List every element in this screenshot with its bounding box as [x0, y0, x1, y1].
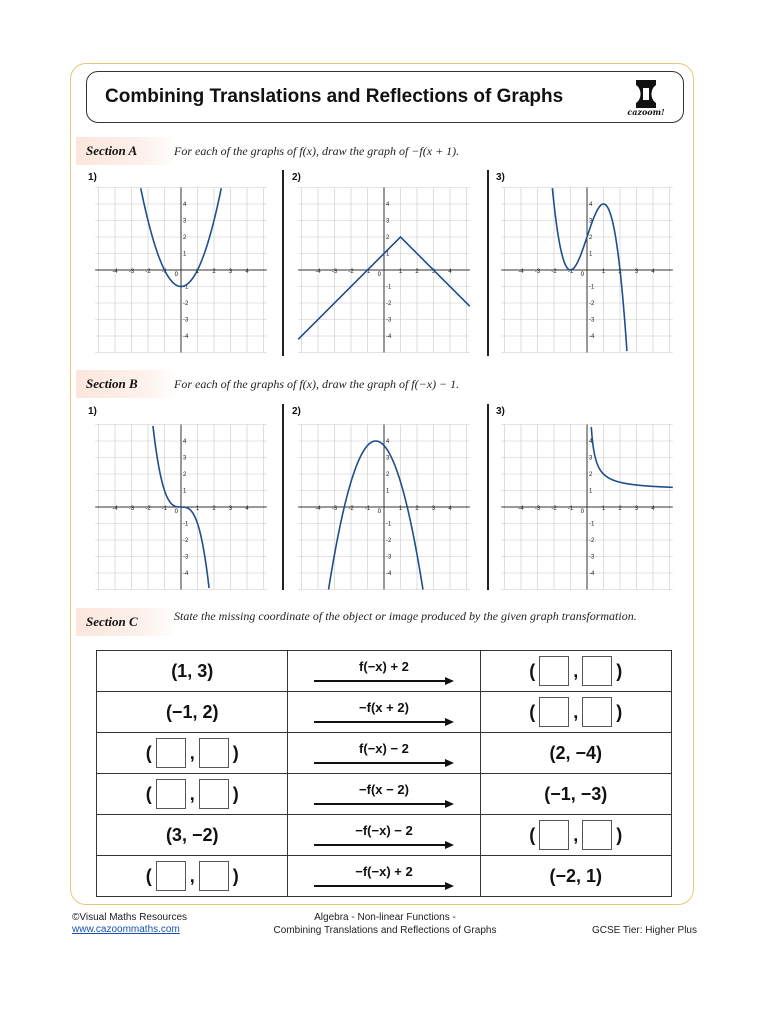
x-tick-label: -1	[161, 506, 168, 512]
y-tick-label: 4	[183, 202, 187, 208]
x-tick-label: 2	[415, 269, 419, 275]
y-tick-label: -1	[386, 521, 392, 528]
y-tick-label: 4	[589, 439, 593, 445]
x-tick-label: -4	[112, 269, 118, 275]
x-tick-label: -4	[518, 269, 524, 275]
graph-b1	[93, 422, 269, 592]
answer-blank-object-2	[146, 738, 239, 768]
question-b1-number: 1)	[88, 406, 97, 417]
x-tick-label: -3	[331, 506, 338, 512]
footer-copyright: ©Visual Maths Resources	[72, 912, 188, 923]
table-row	[97, 856, 672, 897]
question-a2-number: 2)	[292, 172, 301, 183]
answer-blank-image-0	[529, 656, 622, 686]
x-tick-label: 2	[415, 506, 419, 512]
question-a3-number: 3)	[496, 172, 505, 183]
footer-topic-line1: Algebra - Non-linear Functions -	[314, 912, 456, 923]
x-tick-label: 4	[448, 269, 452, 275]
x-tick-label: 1	[601, 269, 606, 275]
transformation-label: f(−x) − 2	[359, 740, 409, 756]
image-point: (2, −4)	[549, 742, 603, 763]
x-tick-label: 3	[228, 506, 233, 512]
x-tick-label: 1	[195, 269, 200, 275]
close-paren: )	[616, 701, 623, 722]
x-tick-label: 2	[212, 269, 216, 275]
object-point: (3, −2)	[165, 824, 219, 845]
y-tick-label: -2	[386, 301, 392, 307]
comma: ,	[189, 865, 195, 886]
divider	[282, 170, 284, 356]
origin-label: 0	[377, 272, 381, 278]
y-tick-label: -2	[589, 301, 595, 307]
answer-box-y[interactable]	[582, 656, 612, 686]
table-row	[97, 774, 672, 815]
transformation-label: −f(x + 2)	[359, 699, 409, 715]
section-b-label: Section B	[76, 370, 176, 398]
y-tick-label: 1	[386, 488, 390, 495]
open-paren: (	[529, 701, 536, 722]
right-arrow-icon	[314, 841, 454, 849]
right-arrow-icon	[314, 759, 454, 767]
footer-tier: GCSE Tier: Higher Plus	[591, 925, 697, 936]
x-tick-label: -2	[145, 269, 151, 275]
right-arrow-icon	[314, 882, 454, 890]
divider	[487, 170, 489, 356]
answer-blank-object-3	[146, 779, 239, 809]
open-paren: (	[145, 783, 152, 804]
y-tick-label: 1	[183, 488, 187, 495]
transformation-label: f(−x) + 2	[359, 658, 409, 674]
function-curve	[329, 441, 423, 589]
section-a-label: Section A	[76, 137, 176, 165]
x-tick-label: -2	[145, 506, 151, 512]
y-tick-label: -4	[183, 334, 189, 340]
y-tick-label: 2	[183, 235, 187, 241]
y-tick-label: 3	[589, 455, 593, 462]
object-point: (−1, 2)	[165, 701, 219, 722]
divider	[487, 404, 489, 590]
origin-label: 0	[174, 272, 178, 278]
close-paren: )	[232, 742, 239, 763]
comma: ,	[189, 783, 195, 804]
y-tick-label: 3	[386, 218, 390, 225]
x-tick-label: 4	[651, 506, 655, 512]
answer-box-x[interactable]	[156, 861, 186, 891]
transform-cell	[288, 733, 480, 774]
x-tick-label: 1	[398, 269, 403, 275]
y-tick-label: 1	[386, 251, 390, 258]
y-tick-label: 2	[183, 472, 187, 478]
page-title: Combining Translations and Reflections of Graphs	[105, 86, 564, 107]
cazoom-logo	[621, 78, 671, 118]
comma: ,	[189, 742, 195, 763]
table-row	[97, 733, 672, 774]
y-tick-label: -2	[386, 538, 392, 544]
y-tick-label: 2	[386, 235, 390, 241]
section-b-instruction: For each of the graphs of f(x), draw the graph of f(−x) − 1.	[174, 377, 460, 391]
image-cell	[480, 651, 671, 692]
x-tick-label: 4	[651, 269, 655, 275]
image-cell	[480, 774, 671, 815]
answer-box-x[interactable]	[539, 697, 569, 727]
image-cell	[480, 815, 671, 856]
y-tick-label: -1	[183, 521, 189, 528]
y-tick-label: -1	[183, 284, 189, 291]
transform-cell	[288, 651, 480, 692]
object-cell	[97, 733, 288, 774]
x-tick-label: 1	[398, 506, 403, 512]
comma: ,	[573, 701, 579, 722]
x-tick-label: 3	[431, 506, 436, 512]
x-tick-label: -1	[364, 269, 371, 275]
transform-cell	[288, 774, 480, 815]
y-tick-label: -4	[386, 571, 392, 577]
answer-box-x[interactable]	[156, 779, 186, 809]
logo-text: cazoom!	[627, 107, 665, 117]
transformation-label: −f(−x) + 2	[355, 863, 413, 879]
table-row	[97, 815, 672, 856]
y-tick-label: 4	[386, 202, 390, 208]
y-tick-label: -4	[589, 571, 595, 577]
open-paren: (	[145, 865, 152, 886]
answer-blank-object-5	[146, 861, 239, 891]
open-paren: (	[145, 742, 152, 763]
image-cell	[480, 733, 671, 774]
x-tick-label: -4	[518, 506, 524, 512]
origin-label: 0	[377, 509, 381, 515]
open-paren: (	[529, 660, 536, 681]
y-tick-label: -4	[183, 571, 189, 577]
y-tick-label: 4	[183, 439, 187, 445]
open-paren: (	[529, 824, 536, 845]
table-row	[97, 651, 672, 692]
question-a1-number: 1)	[88, 172, 97, 183]
x-tick-label: -4	[112, 506, 118, 512]
x-tick-label: -3	[534, 506, 541, 512]
x-tick-label: -3	[534, 269, 541, 275]
y-tick-label: -2	[183, 301, 189, 307]
y-tick-label: 2	[386, 472, 390, 478]
origin-label: 0	[580, 509, 584, 515]
image-cell	[480, 692, 671, 733]
section-c-instruction: State the missing coordinate of the object or image produced by the given graph transformation.	[174, 609, 637, 623]
x-tick-label: -2	[348, 269, 354, 275]
y-tick-label: 4	[589, 202, 593, 208]
answer-box-x[interactable]	[539, 820, 569, 850]
footer-website-link[interactable]: www.cazoommaths.com	[72, 924, 180, 935]
y-tick-label: 3	[386, 455, 390, 462]
close-paren: )	[616, 660, 623, 681]
answer-box-y[interactable]	[199, 738, 229, 768]
answer-blank-image-4	[529, 820, 622, 850]
object-cell	[97, 815, 288, 856]
close-paren: )	[232, 865, 239, 886]
y-tick-label: -3	[386, 554, 392, 561]
y-tick-label: 1	[589, 251, 593, 258]
x-tick-label: -4	[315, 269, 321, 275]
x-tick-label: -2	[348, 506, 354, 512]
answer-box-y[interactable]	[582, 820, 612, 850]
table-row	[97, 692, 672, 733]
x-tick-label: -3	[331, 269, 338, 275]
graph-b2	[296, 422, 472, 592]
y-tick-label: -1	[589, 284, 595, 291]
transformation-table	[96, 650, 672, 897]
y-tick-label: -3	[386, 317, 392, 324]
right-arrow-icon	[314, 718, 454, 726]
y-tick-label: 1	[183, 251, 187, 258]
transformation-label: −f(x − 2)	[359, 781, 409, 797]
x-tick-label: 3	[634, 506, 639, 512]
image-point: (−1, −3)	[544, 783, 608, 804]
x-tick-label: -1	[364, 506, 371, 512]
footer-topic-line2: Combining Translations and Reflections of Graphs	[273, 925, 497, 936]
y-tick-label: 4	[386, 439, 390, 445]
y-tick-label: -3	[183, 554, 189, 561]
y-tick-label: 3	[589, 218, 593, 225]
object-cell	[97, 692, 288, 733]
y-tick-label: 3	[183, 455, 187, 462]
x-tick-label: 1	[601, 506, 606, 512]
object-point: (1, 3)	[171, 660, 214, 681]
divider	[282, 404, 284, 590]
y-tick-label: -4	[386, 334, 392, 340]
x-tick-label: -1	[567, 269, 574, 275]
x-tick-label: 4	[245, 506, 249, 512]
x-tick-label: -1	[567, 506, 574, 512]
x-tick-label: -2	[551, 269, 557, 275]
origin-label: 0	[580, 272, 584, 278]
y-tick-label: -1	[589, 521, 595, 528]
answer-box-x[interactable]	[156, 738, 186, 768]
close-paren: )	[232, 783, 239, 804]
answer-blank-image-1	[529, 697, 622, 727]
graph-a3	[499, 185, 675, 355]
image-cell	[480, 856, 671, 897]
y-tick-label: 2	[589, 235, 593, 241]
section-c-label: Section C	[76, 608, 176, 636]
right-arrow-icon	[314, 800, 454, 808]
image-point: (−2, 1)	[549, 865, 603, 886]
y-tick-label: -2	[183, 538, 189, 544]
answer-box-x[interactable]	[539, 656, 569, 686]
logo-icon	[634, 80, 658, 108]
answer-box-y[interactable]	[199, 861, 229, 891]
y-tick-label: -3	[183, 317, 189, 324]
x-tick-label: 2	[618, 269, 622, 275]
y-tick-label: 3	[183, 218, 187, 225]
y-tick-label: -1	[386, 284, 392, 291]
x-tick-label: 4	[245, 269, 249, 275]
x-tick-label: 2	[212, 506, 216, 512]
x-tick-label: -3	[128, 506, 135, 512]
question-b3-number: 3)	[496, 406, 505, 417]
x-tick-label: 3	[431, 269, 436, 275]
x-tick-label: -2	[551, 506, 557, 512]
transform-cell	[288, 815, 480, 856]
x-tick-label: 4	[448, 506, 452, 512]
x-tick-label: -4	[315, 506, 321, 512]
y-tick-label: -3	[589, 554, 595, 561]
y-tick-label: 2	[589, 472, 593, 478]
origin-label: 0	[174, 509, 178, 515]
y-tick-label: -3	[589, 317, 595, 324]
graph-a1	[93, 185, 269, 355]
transform-cell	[288, 856, 480, 897]
object-cell	[97, 856, 288, 897]
transform-cell	[288, 692, 480, 733]
x-tick-label: 2	[618, 506, 622, 512]
y-tick-label: -4	[589, 334, 595, 340]
object-cell	[97, 774, 288, 815]
x-tick-label: 3	[634, 269, 639, 275]
question-b2-number: 2)	[292, 406, 301, 417]
section-a-instruction: For each of the graphs of f(x), draw the graph of −f(x + 1).	[174, 144, 460, 158]
comma: ,	[573, 660, 579, 681]
y-tick-label: 1	[589, 488, 593, 495]
close-paren: )	[616, 824, 623, 845]
x-tick-label: 3	[228, 269, 233, 275]
x-tick-label: -3	[128, 269, 135, 275]
x-tick-label: -1	[161, 269, 168, 275]
answer-box-y[interactable]	[199, 779, 229, 809]
x-tick-label: 1	[195, 506, 200, 512]
object-cell	[97, 651, 288, 692]
answer-box-y[interactable]	[582, 697, 612, 727]
y-tick-label: -2	[589, 538, 595, 544]
graph-a2	[296, 185, 472, 355]
right-arrow-icon	[314, 677, 454, 685]
transformation-label: −f(−x) − 2	[355, 822, 413, 838]
comma: ,	[573, 824, 579, 845]
graph-b3	[499, 422, 675, 592]
